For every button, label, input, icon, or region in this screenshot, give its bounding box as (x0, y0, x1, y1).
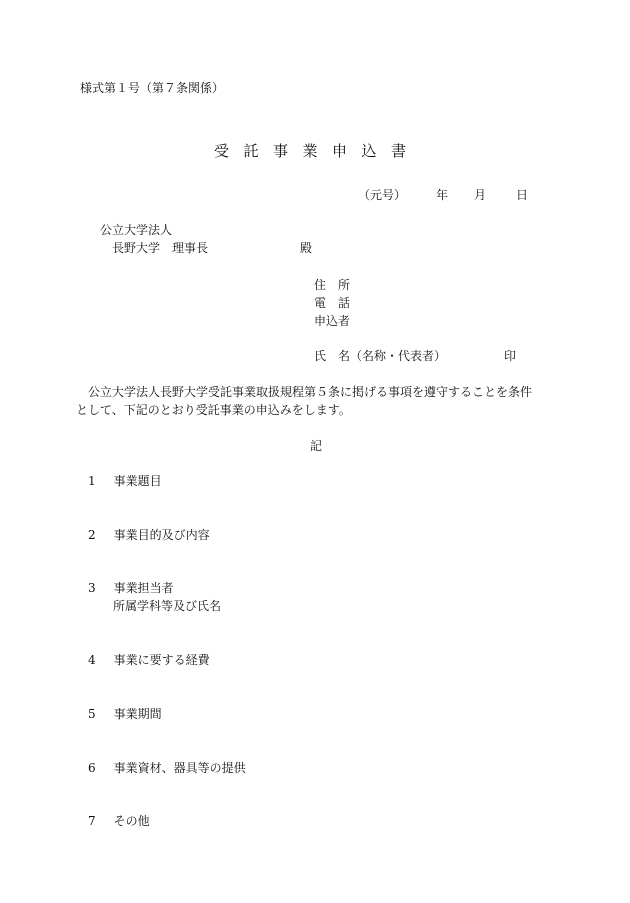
addressee-honorific: 殿 (300, 241, 313, 255)
item-label: 事業に要する経費 (113, 653, 210, 667)
document-title: 受託事業申込書 (214, 142, 421, 160)
item-label: 事業資材、器具等の提供 (113, 761, 246, 775)
item-3-sub: 所属学科等及び氏名 (113, 599, 222, 613)
item-number: 4 (88, 653, 96, 667)
seal-label: 印 (504, 349, 517, 363)
item-7 (88, 815, 150, 827)
item-label: 事業期間 (113, 707, 162, 721)
item-label: 事業担当者 (113, 581, 174, 595)
item-number: 2 (88, 528, 96, 542)
applicant-label: 申込者 (314, 314, 351, 328)
body-text-line-2: として、下記のとおり受託事業の申込みをします。 (76, 403, 351, 417)
phone-label: 電 話 (314, 296, 351, 310)
item-5 (88, 708, 162, 720)
item-number: 3 (88, 581, 96, 595)
date-era: （元号） (358, 188, 407, 202)
addressee-org: 公立大学法人 (100, 223, 173, 237)
item-6 (88, 762, 246, 774)
date-day: 日 (516, 188, 529, 202)
address-label: 住 所 (314, 278, 351, 292)
item-2 (88, 529, 210, 541)
name-label: 氏 名（名称・代表者） (314, 349, 447, 363)
item-label: 事業目的及び内容 (113, 528, 210, 542)
date-year: 年 (436, 188, 449, 202)
item-number: 6 (88, 761, 96, 775)
item-label: その他 (113, 814, 150, 828)
item-number: 5 (88, 707, 96, 721)
ki-heading: 記 (310, 439, 323, 453)
addressee-person: 長野大学 理事長 (112, 241, 209, 255)
item-label: 事業題目 (113, 474, 162, 488)
date-month: 月 (474, 188, 487, 202)
date-line (358, 189, 528, 201)
item-number: 1 (88, 474, 96, 488)
body-text-line-1: 公立大学法人長野大学受託事業取扱規程第５条に掲げる事項を遵守することを条件 (88, 385, 533, 399)
item-3 (88, 582, 174, 594)
item-4 (88, 654, 210, 666)
item-number: 7 (88, 814, 96, 828)
form-number: 様式第１号（第７条関係） (80, 81, 225, 95)
item-1 (88, 475, 162, 487)
